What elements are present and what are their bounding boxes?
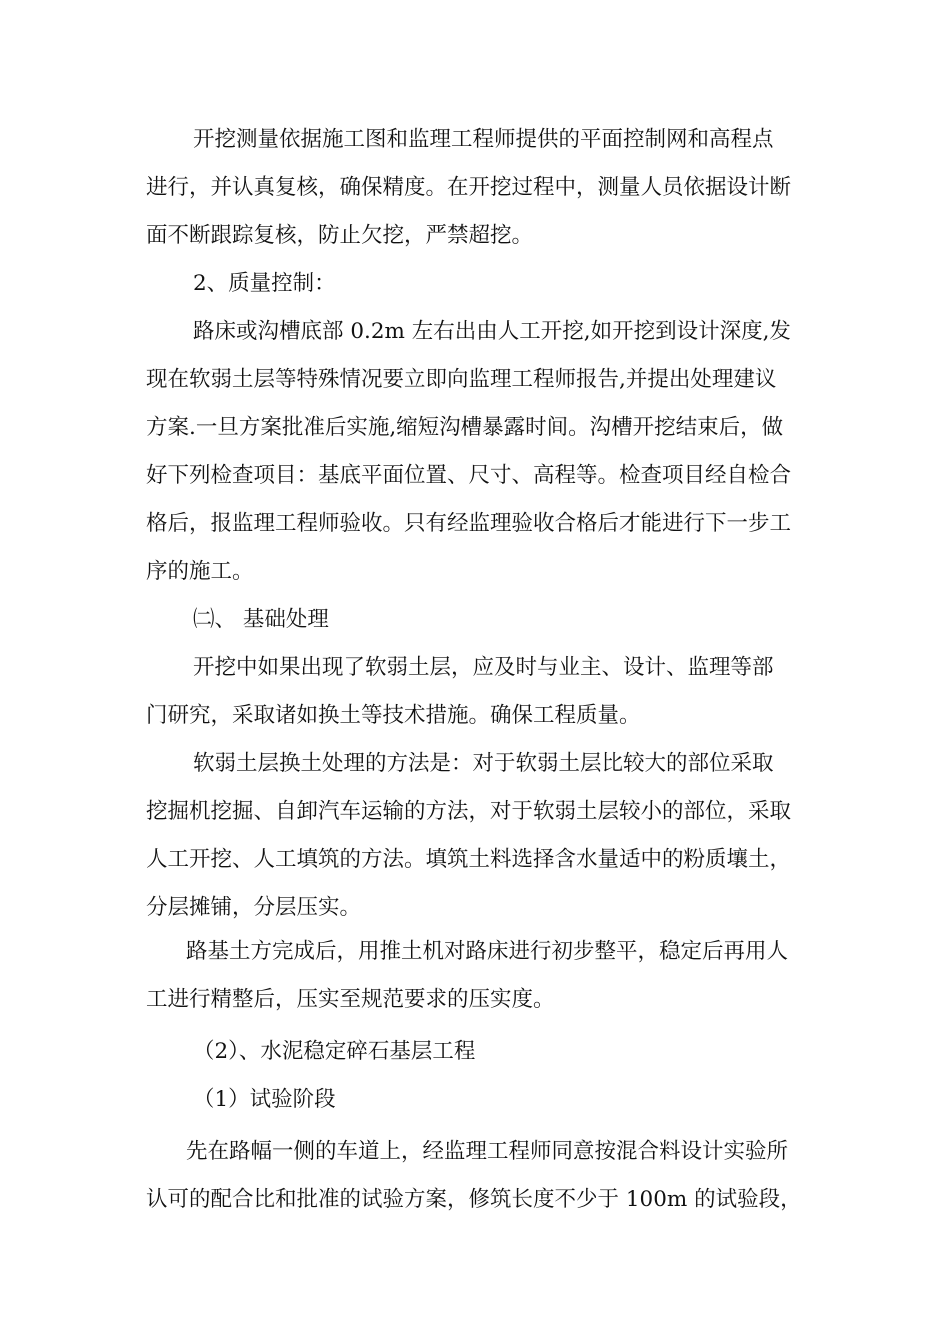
paragraph-line: 人工开挖、人工填筑的方法。填筑土料选择含水量适中的粉质壤土， (146, 847, 792, 872)
paragraph-line: 开挖测量依据施工图和监理工程师提供的平面控制网和高程点 (193, 127, 774, 152)
paragraph-line: 好下列检查项目：基底平面位置、尺寸、高程等。检查项目经自检合 (146, 463, 792, 488)
paragraph-line: 方案.一旦方案批准后实施,缩短沟槽暴露时间。沟槽开挖结束后，做 (146, 415, 784, 440)
section-heading: 2、质量控制： (193, 271, 336, 296)
paragraph-line: 分层摊铺，分层压实。 (146, 895, 362, 920)
paragraph-line: 认可的配合比和批准的试验方案，修筑长度不少于 100m 的试验段， (146, 1187, 802, 1212)
paragraph-line: 进行，并认真复核，确保精度。在开挖过程中，测量人员依据设计断 (146, 175, 792, 200)
paragraph-line: 工进行精整后，压实至规范要求的压实度。 (146, 987, 555, 1012)
subsection-heading: （1）试验阶段 (193, 1087, 336, 1112)
paragraph-line: 路基土方完成后，用推土机对路床进行初步整平，稳定后再用人 (186, 939, 789, 964)
paragraph-line: 挖掘机挖掘、自卸汽车运输的方法，对于软弱土层较小的部位，采取 (146, 799, 792, 824)
paragraph-line: 现在软弱土层等特殊情况要立即向监理工程师报告,并提出处理建议 (146, 367, 777, 392)
paragraph-line: 面不断跟踪复核，防止欠挖，严禁超挖。 (146, 223, 534, 248)
paragraph-line: 门研究，采取诸如换土等技术措施。确保工程质量。 (146, 703, 641, 728)
section-heading: ㈡、 基础处理 (193, 607, 329, 632)
paragraph-line: 序的施工。 (146, 559, 254, 584)
section-heading: （2）、水泥稳定碎石基层工程 (193, 1039, 476, 1064)
paragraph-line: 软弱土层换土处理的方法是：对于软弱土层比较大的部位采取 (193, 751, 774, 776)
paragraph-line: 路床或沟槽底部 0.2m 左右出由人工开挖,如开挖到设计深度,发 (193, 319, 791, 344)
paragraph-line: 开挖中如果出现了软弱土层，应及时与业主、设计、监理等部 (193, 655, 774, 680)
paragraph-line: 格后，报监理工程师验收。只有经监理验收合格后才能进行下一步工 (146, 511, 792, 536)
paragraph-line: 先在路幅一侧的车道上，经监理工程师同意按混合料设计实验所 (186, 1139, 789, 1164)
